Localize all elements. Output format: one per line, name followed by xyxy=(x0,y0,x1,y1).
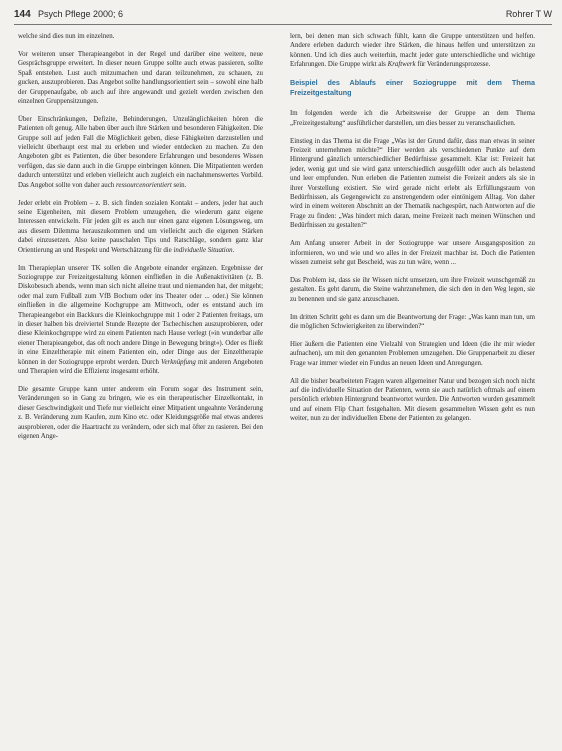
body-paragraph xyxy=(290,377,535,424)
right-column xyxy=(290,32,535,432)
text-run: Im Therapieplan unserer TK sollen die Angebote einander ergänzen. Ergebnisse der Soziogruppe zur Freizeitgestaltung können einfließen in die Außenaktivitäten (z. B. Diskobesuch abends, wenn man sich nicht alleine traut und niemanden hat, der mitgeht; oder mal zum Fußball zum VfB Bochum oder ins Theater oder ... oder.) Sie können einfließen in die allgemeine Kochgruppe am Mittwoch, oder es entstand auch im Therapieangebot ein Backkurs die Kleinkochgruppe mit 1 oder 2 Patienten freitags, um in dieser halben bis dreiviertel Stunde Rezepte der Tschechischen auszuprobieren, oder diese Kleinkochgruppe wird zu einem Patienten nach Hause verlegt (»in wunderbar alle eiener Therapieangebot, das oft noch andere Dinge in Bewegung bringt«). Oder es fließt in eine Einzeltherapie mit einem Patienten ein, oder Dinge aus der Einzeltherapie können in der Soziogruppe erprobt werden. Durch xyxy=(18,264,263,366)
text-run: lern, bei denen man sich schwach fühlt, kann die Gruppe unterstützen und helfen. Andere erleben dadurch wieder ihre Stärken, die hinaus helfen und unterstützen zu können. Und ich dies auch weiterhin, macht jeder gute unterschiedliche und wichtige Erfahrungen. Die Gruppe wirkt als xyxy=(290,33,535,69)
text-run: All die bisher bearbeiteten Fragen waren allgemeiner Natur und bezogen sich noch nicht auf die individuelle Situation der Patienten, wenn sie auch natürlich oftmals auf einem persönlich erlebten Hintergrund beantwortet wurden. Die Antworten wurden gesammelt und auf einem Flip Chart festgehalten. Mit diesem gesammelten Wissen geht es nun weiter, nun zu der individuellen Ebene der Patienten zu gelangen. xyxy=(290,377,535,423)
body-paragraph xyxy=(290,32,535,70)
author-name: Rohrer T W xyxy=(505,9,552,19)
body-paragraph xyxy=(290,313,535,332)
journal-name: Psych Pflege 2000; 6 xyxy=(38,9,124,19)
running-header xyxy=(14,6,552,25)
text-run: Vor weiteren unser Therapieangebot in der Regel und darüber eine weitere, neue Gesprächsgruppe erweitert. In dieser neuen Gruppe sollte auch etwas passieren, sollte Spaß entstehen. Lust auch mitzumachen und daran teilzunehmen, zu schauen, zu gucken, auszuprobieren. Das Angebot sollte handlungsorientiert sein – sowohl eine halb der Gruppenaufgabe, ob auch auf ihre angewandt und gezielt werden zwischen den einzelnen Gruppensitzungen. xyxy=(18,50,263,105)
body-paragraph xyxy=(290,239,535,267)
text-run: . xyxy=(232,246,235,254)
text-run: welche sind dies nun im einzelnen. xyxy=(18,33,115,40)
text-run: Die gesamte Gruppe kann unter anderem ein Forum sogar des Instrument sein, Veränderungen so in Gang zu bringen, wie es ein therapeutischer Einzelkontakt, in dieser Geschwindigkeit und Tiefe nur vielleicht einer Mitpatient ungeahnte Veränderung z. B. Veränderung zum Kaufen, zum Kino etc. oder Kleidungsgröße mal etwas anderes ausprobieren, oder die Haartracht zu verändern, oder sich mal öfter zu rasieren. Bei den eigenen Ange- xyxy=(18,385,263,440)
text-run: mit anderen Angeboten und Therapien wird die Effizienz insgesamt erhöht. xyxy=(18,358,263,375)
emphasis-text: ressourcenorientiert xyxy=(115,181,172,189)
text-run: Hier äußern die Patienten eine Vielzahl von Strategien und Ideen (die ihr mir wieder aufnachen), um mit den genannten Problemen umzugehen. Die Gruppenarbeit zu dieser Frage war immer wieder ein Fundus an neuen Ideen und Anregungen. xyxy=(290,340,535,367)
text-run: Im folgenden werde ich die Arbeitsweise der Gruppe an dem Thema „Freizeitgestaltung“ ausführlicher darstellen, um dies besser zu veranschaulichen. xyxy=(290,110,535,127)
body-paragraph xyxy=(290,340,535,368)
text-run: sein. xyxy=(171,181,187,189)
section-heading: Beispiel des Ablaufs einer Soziogruppe mit dem Thema Freizeitgestaltung xyxy=(290,78,535,97)
text-run: Das Problem ist, dass sie ihr Wissen nicht umsetzen, um ihre Freizeit wunschgemäß zu gestalten. Es geht darum, die Steine wahrzunehmen, die sich den in den Weg legen, sie zu benennen und sie ganz anzuschauen. xyxy=(290,276,535,303)
body-paragraph xyxy=(18,115,263,190)
page-number: 144 xyxy=(14,9,31,20)
emphasis-text: Kraftwerk xyxy=(387,61,416,69)
body-paragraph xyxy=(18,199,263,255)
left-column xyxy=(18,32,263,450)
text-run: Am Anfang unserer Arbeit in der Soziogruppe war unsere Ausgangsposition zu informieren, wo und wie und wo alles in der Freizeit machbar ist. Doch die Patienten wissen zumeist sehr gut Bescheid, was zu tun wäre, wenn ... xyxy=(290,240,535,266)
text-run: Jeder erlebt ein Problem – z. B. sich finden sozialen Kontakt – anders, jeder hat auch seine Eigenheiten, mit diesem Problem umzugehen, die wiederum ganz eigene Interessen entwickeln. Für jeden gilt es auch nur einen ganz eigenen Lösungsweg, um aus diesem Dilemma herauszukommen und um vielleicht auch die eigenen Stärken dabei einzusetzen. Also keine pauschalen Tips und Ratschläge, sondern ganz klar Orientierung an und Respekt und Wertschätzung für die xyxy=(18,199,263,254)
body-paragraph xyxy=(18,32,263,41)
body-paragraph xyxy=(18,264,263,377)
body-paragraph xyxy=(18,385,263,441)
body-paragraph xyxy=(290,137,535,231)
emphasis-text: individuelle Situation xyxy=(173,246,233,254)
emphasis-text: Verknüpfung xyxy=(161,358,196,366)
text-run: Im dritten Schritt geht es dann um die Beantwortung der Frage: „Was kann man tun, um die möglichen Schwierigkeiten zu überwinden?“ xyxy=(290,313,535,331)
body-paragraph xyxy=(290,276,535,304)
body-paragraph xyxy=(290,109,535,128)
body-paragraph xyxy=(18,50,263,106)
text-run: für Veränderungsprozesse. xyxy=(415,61,491,69)
text-run: Einstieg in das Thema ist die Frage „Was ist der Grund dafür, dass man etwas in seiner Freizeit unternehmen möchte?“ Hier werden als verschiedenen Punkte auf dem Hintergrund gänzlich unterschiedlicher Bedürfnisse gesammelt. Klar ist: Freizeit hat jeder, wenig gut und sie wird ganz unterschiedlich ausgefüllt oder auch als belastend und leer empfunden. Nun erleben die Patienten zumeist die Freizeit anders als sie in ihrer Vorstellung existiert. Sie wird gerade nicht erlebt als Erfüllungsraum von Bedürfnissen, als Gegengewicht zu anstrengendem oder eintönigem Alltag. Von daher wird in einem weiteren Abschnitt an der Thematik nachgespürt, nach Antworten auf die Frage zu finden: „Was hindert mich daran, meine Freizeit nach meinen Wünschen und Bedürfnissen zu gestalten?“ xyxy=(290,137,535,230)
text-run: Über Einschränkungen, Defizite, Behinderungen, Unzulänglichkeiten hören die Patienten oft genug. Alle haben über auch ihre Stärken und besonderen Fähigkeiten. Die Gruppe soll auf jeden Fall die Möglichkeit geben, diese Fähigkeiten darzustellen und vielleicht überhaupt erst mal zu erleben und wieder entdecken zu machen. Zu den Angeboten gibt es Patienten, die über besondere Erfahrungen und besonderes Wissen verfügen, das sie dann auch in die Gruppe einbringen können. Die Mitpatienten werden dadurch unterstützt und erleben vielleicht auch zugleich ein nachahmenswertes Vorbild. Das Angebot sollte von daher auch xyxy=(18,115,263,189)
